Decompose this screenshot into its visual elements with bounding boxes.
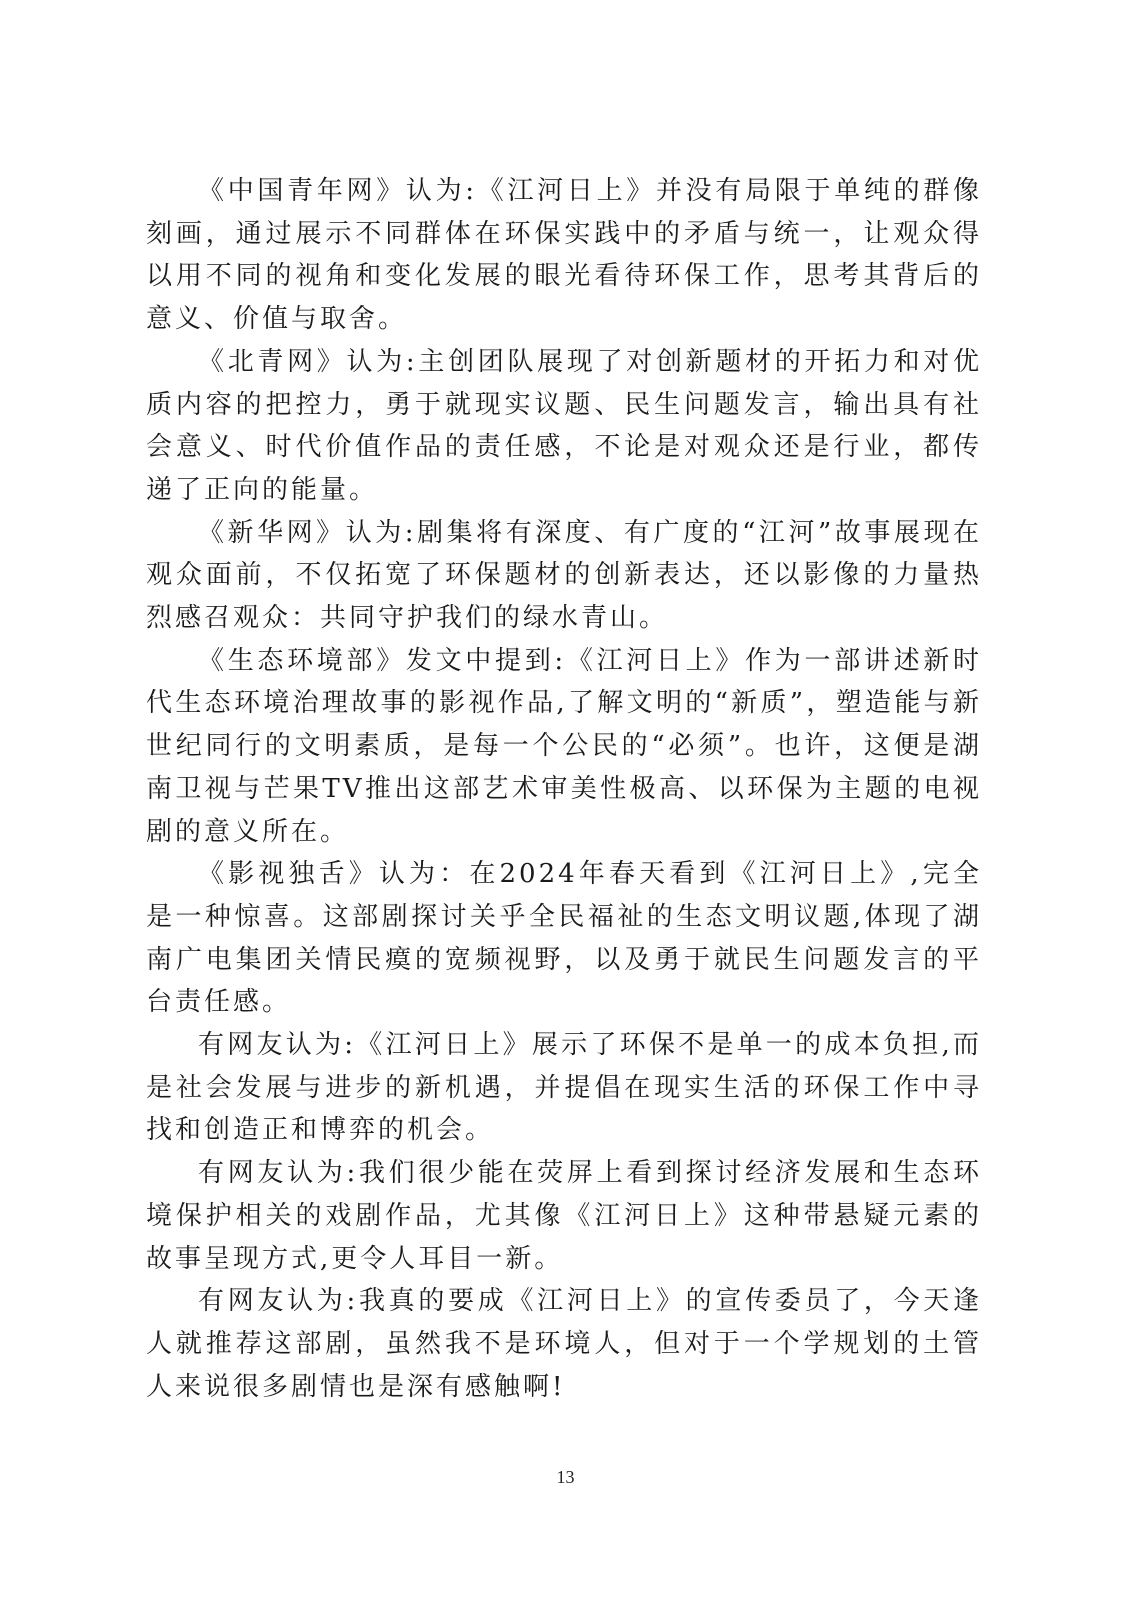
paragraph-xinhua-net: 《新华网》认为:剧集将有深度、有广度的“江河”故事展现在观众面前，不仅拓宽了环保题材的创新表达，还以影像的力量热烈感召观众：共同守护我们的绿水青山。 [146,517,982,634]
paragraph-china-youth-net: 《中国青年网》认为:《江河日上》并没有局限于单纯的群像刻画，通过展示不同群体在环保实践中的矛盾与统一，让观众得以用不同的视角和变化发展的眼光看待环保工作，思考其背后的意义、价值与取舍。 [146,176,982,335]
paragraph-netizen-3: 有网友认为:我真的要成《江河日上》的宣传委员了，今天逢人就推荐这部剧，虽然我不是环境人，但对于一个学规划的土管人来说很多剧情也是深有感触啊! [146,1286,982,1402]
paragraph-film-critic: 《影视独舌》认为：在2024年春天看到《江河日上》,完全是一种惊喜。这部剧探讨关乎全民福祉的生态文明议题,体现了湖南广电集团关情民瘼的宽频视野，以及勇于就民生问题发言的平台责任感。 [146,859,982,1018]
page-number: 13 [556,1467,575,1487]
paragraph-ministry-ecology: 《生态环境部》发文中提到:《江河日上》作为一部讲述新时代生态环境治理故事的影视作品,了解文明的“新质”，塑造能与新世纪同行的文明素质，是每一个公民的“必须”。也许，这便是湖南卫视与芒果TV推出这部艺术审美性极高、以环保为主题的电视剧的意义所在。 [146,645,982,847]
body-text [146,170,982,1408]
paragraph-netizen-2: 有网友认为:我们很少能在荧屏上看到探讨经济发展和生态环境保护相关的戏剧作品，尤其像《江河日上》这种带悬疑元素的故事呈现方式,更令人耳目一新。 [146,1158,982,1274]
paragraph-beiqing-net: 《北青网》认为:主创团队展现了对创新题材的开拓力和对优质内容的把控力，勇于就现实议题、民生问题发言，输出具有社会意义、时代价值作品的责任感，不论是对观众还是行业，都传递了正向的能量。 [146,346,982,505]
paragraph-netizen-1: 有网友认为:《江河日上》展示了环保不是单一的成本负担,而是社会发展与进步的新机遇，并提倡在现实生活的环保工作中寻找和创造正和博弈的机会。 [146,1030,982,1146]
